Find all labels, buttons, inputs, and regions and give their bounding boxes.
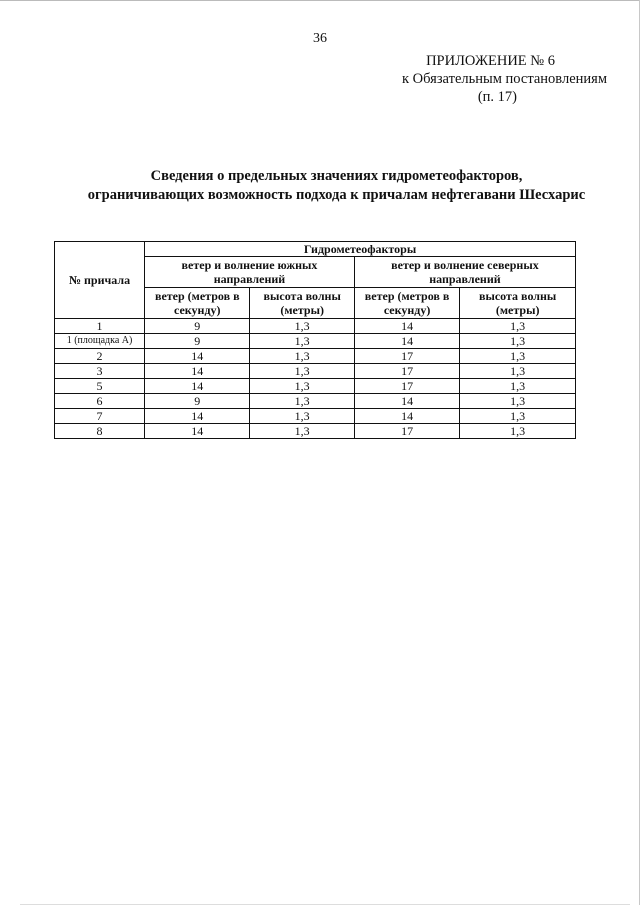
document-title-line-1: Сведения о предельных значениях гидрометеофакторов, [150, 168, 523, 184]
appendix-block [307, 52, 607, 106]
cell-north-wave: 1,3 [460, 424, 576, 439]
header-south-wave: высота волны (метры) [250, 288, 354, 319]
cell-berth: 1 [55, 319, 145, 334]
header-south-wind: ветер (метров в секунду) [145, 288, 250, 319]
hydrometeo-table [54, 241, 576, 439]
table-row [55, 319, 576, 334]
cell-berth: 5 [55, 379, 145, 394]
cell-north-wave: 1,3 [460, 319, 576, 334]
cell-south-wave: 1,3 [250, 319, 354, 334]
header-north-wind: ветер (метров в секунду) [354, 288, 459, 319]
cell-south-wind: 14 [145, 409, 250, 424]
cell-south-wind: 14 [145, 424, 250, 439]
cell-south-wave: 1,3 [250, 349, 354, 364]
cell-south-wave: 1,3 [250, 424, 354, 439]
table-row [55, 424, 576, 439]
cell-south-wind: 14 [145, 364, 250, 379]
page-number: 36 [313, 31, 327, 46]
table-row [55, 334, 576, 349]
header-berth: № причала [55, 242, 145, 319]
cell-south-wind: 9 [145, 319, 250, 334]
header-north-directions: ветер и волнение северных направлений [354, 257, 575, 288]
cell-south-wave: 1,3 [250, 394, 354, 409]
cell-berth: 7 [55, 409, 145, 424]
cell-north-wind: 17 [354, 379, 459, 394]
header-hydrometeo-factors: Гидрометеофакторы [145, 242, 576, 257]
cell-south-wave: 1,3 [250, 334, 354, 349]
cell-north-wave: 1,3 [460, 394, 576, 409]
cell-berth: 3 [55, 364, 145, 379]
cell-north-wave: 1,3 [460, 409, 576, 424]
cell-north-wave: 1,3 [460, 349, 576, 364]
document-title-line-2: ограничивающих возможность подхода к причалам нефтегавани Шесхарис [87, 187, 586, 203]
cell-north-wind: 17 [354, 349, 459, 364]
cell-south-wind: 14 [145, 379, 250, 394]
cell-north-wave: 1,3 [460, 379, 576, 394]
appendix-number: ПРИЛОЖЕНИЕ № 6 [426, 53, 555, 69]
cell-south-wave: 1,3 [250, 409, 354, 424]
cell-south-wind: 9 [145, 334, 250, 349]
cell-north-wind: 14 [354, 394, 459, 409]
header-south-directions: ветер и волнение южных направлений [145, 257, 355, 288]
cell-berth: 1 (площадка А) [55, 334, 145, 349]
cell-south-wind: 9 [145, 394, 250, 409]
document-title [40, 167, 633, 205]
table-row [55, 394, 576, 409]
cell-south-wave: 1,3 [250, 379, 354, 394]
cell-north-wind: 17 [354, 424, 459, 439]
cell-berth: 8 [55, 424, 145, 439]
cell-south-wind: 14 [145, 349, 250, 364]
table-row [55, 409, 576, 424]
table-row [55, 379, 576, 394]
appendix-reference: к Обязательным постановлениям [402, 71, 607, 87]
appendix-paragraph: (п. 17) [477, 89, 517, 105]
cell-north-wind: 17 [354, 364, 459, 379]
cell-north-wind: 14 [354, 319, 459, 334]
cell-berth: 6 [55, 394, 145, 409]
page-edge-top [0, 0, 640, 1]
cell-north-wave: 1,3 [460, 334, 576, 349]
table-row [55, 349, 576, 364]
cell-south-wave: 1,3 [250, 364, 354, 379]
cell-berth: 2 [55, 349, 145, 364]
cell-north-wind: 14 [354, 334, 459, 349]
cell-north-wave: 1,3 [460, 364, 576, 379]
header-north-wave: высота волны (метры) [460, 288, 576, 319]
cell-north-wind: 14 [354, 409, 459, 424]
table-row [55, 364, 576, 379]
